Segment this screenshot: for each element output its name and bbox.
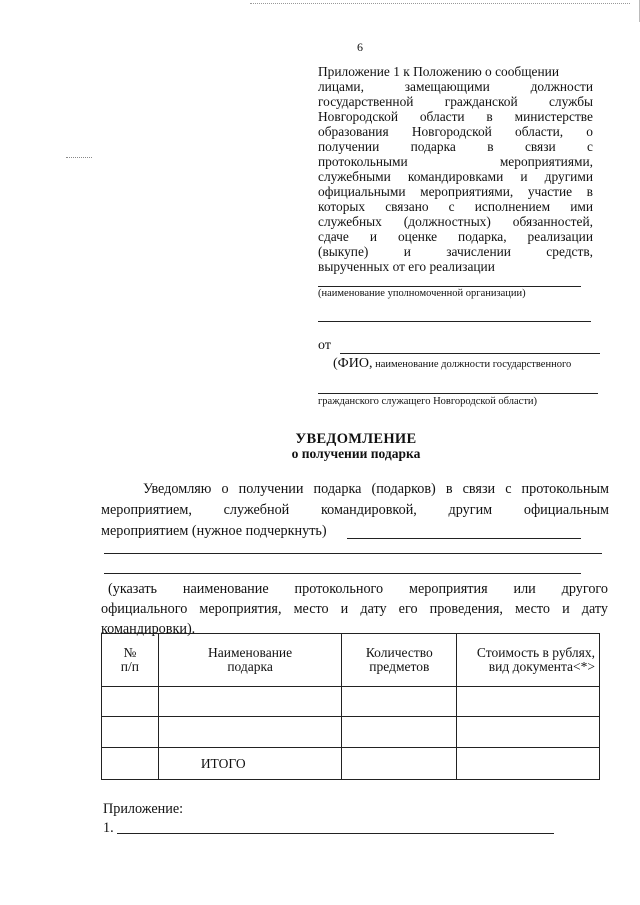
attachment-label: Приложение: bbox=[103, 801, 184, 817]
appendix-line: лицами, замещающими должности bbox=[318, 79, 593, 94]
table-header-row bbox=[102, 634, 600, 687]
cell-total-label: ИТОГО bbox=[158, 748, 342, 780]
cell-cost[interactable] bbox=[457, 748, 600, 780]
appendix-line: официальными мероприятиями, участие в bbox=[318, 184, 593, 199]
page-number: 6 bbox=[357, 40, 363, 54]
scan-edge-mark bbox=[66, 157, 92, 159]
cell-quantity[interactable] bbox=[342, 748, 457, 780]
notice-subtitle: о получении подарка bbox=[291, 446, 421, 461]
organization-field-line-2[interactable] bbox=[318, 321, 591, 322]
sender-field-label bbox=[333, 354, 571, 372]
body-line-1: Уведомляю о получении подарка (подарков) в связи с протокольным bbox=[143, 481, 609, 497]
event-field-line-3[interactable] bbox=[104, 573, 581, 574]
header-quantity: Количество предметов bbox=[342, 634, 457, 687]
cell-cost[interactable] bbox=[457, 687, 600, 717]
appendix-line: Приложение 1 к Положению о сообщении bbox=[318, 64, 559, 79]
note-line-3: командировки). bbox=[101, 621, 196, 637]
appendix-line: выручeнных от его реализации bbox=[318, 259, 495, 274]
notice-title: УВЕДОМЛЕНИЕ bbox=[295, 431, 417, 447]
from-prefix: от bbox=[318, 338, 331, 353]
appendix-line: которых связано с исполнением ими bbox=[318, 199, 593, 214]
cell-quantity[interactable] bbox=[342, 717, 457, 748]
event-field-line-2[interactable] bbox=[104, 553, 602, 554]
table-total-row bbox=[102, 748, 600, 780]
table-row bbox=[102, 717, 600, 748]
cell-gift-name[interactable] bbox=[158, 717, 342, 748]
note-line-1: (указать наименование протокольного мероприятия или другого bbox=[108, 581, 608, 597]
cell-number[interactable] bbox=[102, 687, 159, 717]
attachment-item-number: 1. bbox=[103, 820, 114, 836]
servant-label: гражданского служащего Новгородской области) bbox=[318, 396, 538, 407]
gifts-table bbox=[101, 633, 600, 780]
cell-quantity[interactable] bbox=[342, 687, 457, 717]
cell-number[interactable] bbox=[102, 748, 159, 780]
header-number: № п/п bbox=[102, 634, 159, 687]
scan-corner-mark bbox=[633, 0, 640, 22]
cell-cost[interactable] bbox=[457, 717, 600, 748]
organization-field-label: (наименование уполномоченной организации) bbox=[318, 288, 526, 299]
scan-edge-dots bbox=[250, 3, 630, 4]
body-line-3: мероприятием (нужное подчеркнуть) bbox=[101, 523, 327, 539]
appendix-line: служебных (должностных) обязанностей, bbox=[318, 214, 593, 229]
appendix-line: государственной гражданской службы bbox=[318, 94, 593, 109]
appendix-line: получении подарка в связи с bbox=[318, 139, 593, 154]
sender-field-line-2[interactable] bbox=[318, 393, 598, 394]
appendix-line: протокольными мероприятиями, bbox=[318, 154, 593, 169]
note-line-2: официального мероприятия, место и дату его проведения, место и дату bbox=[101, 601, 608, 617]
fio-label: (ФИО, bbox=[333, 356, 373, 371]
table-row bbox=[102, 687, 600, 717]
appendix-line: служебными командировками и другими bbox=[318, 169, 593, 184]
organization-field-line[interactable] bbox=[318, 286, 581, 287]
cell-number[interactable] bbox=[102, 717, 159, 748]
body-line-2: мероприятием, служебной командировкой, другим официальным bbox=[101, 502, 609, 518]
appendix-line: (выкупе) и зачислении средств, bbox=[318, 244, 593, 259]
position-label: наименование должности государственного bbox=[372, 359, 572, 370]
event-field-line[interactable] bbox=[347, 538, 581, 539]
appendix-block bbox=[318, 64, 593, 274]
attachment-item-line[interactable] bbox=[117, 833, 554, 834]
appendix-line: сдаче и оценке подарка, реализации bbox=[318, 229, 593, 244]
cell-gift-name[interactable] bbox=[158, 687, 342, 717]
appendix-line: образования Новгородской области, о bbox=[318, 124, 593, 139]
appendix-line: Новгородской области в министерстве bbox=[318, 109, 593, 124]
header-gift-name: Наименование подарка bbox=[158, 634, 342, 687]
header-cost: Стоимость в рублях, вид документа<*> bbox=[457, 634, 600, 687]
